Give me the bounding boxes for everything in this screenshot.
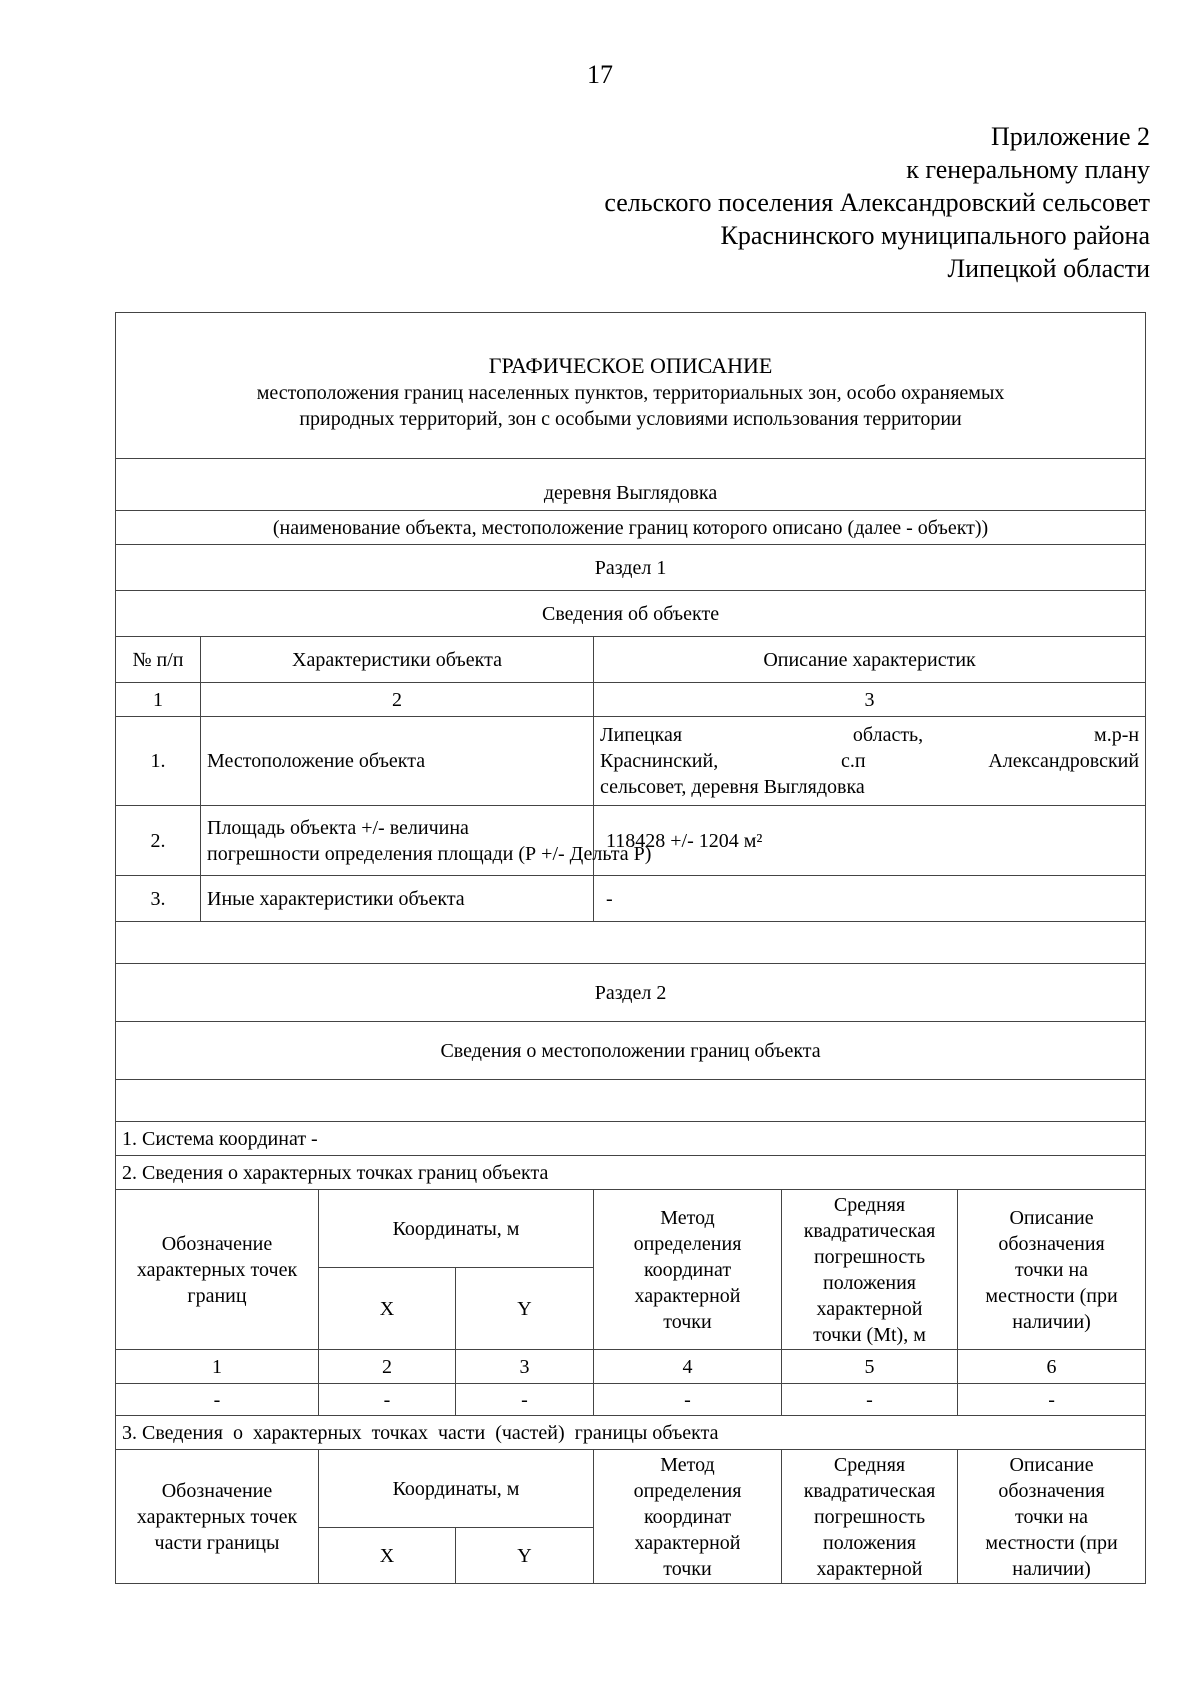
column-header-point-description: [958, 1190, 1146, 1350]
table-cell: -: [116, 1384, 319, 1416]
coordinate-system: 1. Система координат -: [116, 1122, 1146, 1156]
column-header-coordinates: Координаты, м: [319, 1450, 594, 1528]
column-header-method: [594, 1190, 782, 1350]
object-name: деревня Выглядовка: [116, 459, 1146, 511]
header-line: наличии): [1012, 1557, 1091, 1580]
header-line: квадратическая: [803, 1219, 936, 1242]
document-header: [116, 313, 1146, 459]
column-header-number: № п/п: [116, 637, 201, 683]
table-cell: -: [594, 1384, 782, 1416]
column-index: 2: [319, 1350, 456, 1384]
section2-subtitle: Сведения о местоположении границ объекта: [116, 1022, 1146, 1080]
column-header-x: X: [319, 1268, 456, 1350]
header-line: Описание: [1009, 1206, 1094, 1229]
table-cell: -: [456, 1384, 594, 1416]
header-line: Средняя: [833, 1193, 906, 1216]
header-line: точки (Mt), м: [813, 1323, 926, 1346]
header-line: характерной: [816, 1557, 923, 1580]
document-title: ГРАФИЧЕСКОЕ ОПИСАНИЕ: [488, 352, 773, 378]
part-boundary-points-heading: 3. Сведения о характерных точках части (частей) границы объекта: [116, 1416, 1146, 1450]
header-line: погрешность: [813, 1505, 926, 1528]
document-subtitle: природных территорий, зон с особыми условиями использования территории: [299, 407, 962, 430]
value-word: Краснинский,: [600, 750, 719, 772]
header-line: границ: [187, 1284, 247, 1307]
appendix-line: Краснинского муниципального района: [720, 221, 1150, 250]
header-line: координат: [643, 1258, 732, 1281]
column-index: 2: [201, 683, 594, 717]
value-word: Александровский: [988, 750, 1140, 772]
header-line: характерных точек: [136, 1505, 298, 1528]
header-line: Обозначение: [161, 1479, 273, 1502]
column-index: 4: [594, 1350, 782, 1384]
object-caption: (наименование объекта, местоположение границ которого описано (далее - объект)): [116, 511, 1146, 545]
row-number: 1.: [116, 717, 201, 806]
section1-title: Раздел 1: [116, 545, 1146, 591]
column-index: 3: [456, 1350, 594, 1384]
row-number: 3.: [116, 876, 201, 922]
column-header-method: [594, 1450, 782, 1584]
column-header-y: Y: [456, 1268, 594, 1350]
column-header-characteristics: Характеристики объекта: [201, 637, 594, 683]
characteristic-value: 118428 +/- 1204 м²: [594, 806, 1146, 876]
header-line: обозначения: [998, 1232, 1105, 1255]
column-header-x: X: [319, 1528, 456, 1584]
table-cell: -: [958, 1384, 1146, 1416]
table-cell: -: [319, 1384, 456, 1416]
header-line: положения: [823, 1531, 916, 1554]
characteristic-name: Иные характеристики объекта: [201, 876, 594, 922]
header-line: местности (при: [985, 1531, 1118, 1554]
value-line: [600, 748, 1139, 774]
header-line: координат: [643, 1505, 732, 1528]
value-word: Липецкая: [600, 724, 683, 746]
header-line: наличии): [1012, 1310, 1091, 1333]
appendix-line: к генеральному плану: [906, 155, 1150, 184]
column-header-description: Описание характеристик: [594, 637, 1146, 683]
column-index: 1: [116, 1350, 319, 1384]
value-word: область,: [852, 724, 924, 746]
column-index: 3: [594, 683, 1146, 717]
header-line: квадратическая: [803, 1479, 936, 1502]
characteristic-name: [201, 806, 652, 876]
header-line: части границы: [154, 1531, 280, 1554]
table-cell: -: [782, 1384, 958, 1416]
characteristic-value: [594, 717, 1146, 806]
header-line: характерных точек: [136, 1258, 298, 1281]
value-word: м.р-н: [1094, 724, 1140, 746]
section1-subtitle: Сведения об объекте: [116, 591, 1146, 637]
value-line: сельсовет, деревня Выглядовка: [600, 776, 865, 798]
column-header-y: Y: [456, 1528, 594, 1584]
column-header-point: [116, 1450, 319, 1584]
column-header-point-description: [958, 1450, 1146, 1584]
header-line: точки: [663, 1557, 712, 1580]
header-line: Метод: [660, 1453, 715, 1476]
spacer-row: [116, 1080, 1146, 1122]
header-line: определения: [633, 1479, 742, 1502]
boundary-points-heading: 2. Сведения о характерных точках границ объекта: [116, 1156, 1146, 1190]
header-line: Средняя: [833, 1453, 906, 1476]
appendix-block: [604, 120, 1150, 285]
graphic-description-table: [115, 312, 1146, 1584]
header-line: точки на: [1015, 1258, 1089, 1281]
characteristic-line: погрешности определения площади (Р +/- Дельта Р): [207, 842, 652, 865]
characteristic-value: -: [594, 876, 1146, 922]
value-word: с.п: [840, 750, 866, 772]
header-line: Описание: [1009, 1453, 1094, 1476]
header-line: точки: [663, 1310, 712, 1333]
header-line: Метод: [660, 1206, 715, 1229]
characteristic-line: Площадь объекта +/- величина: [207, 816, 469, 839]
header-line: местности (при: [985, 1284, 1118, 1307]
header-line: точки на: [1015, 1505, 1089, 1528]
header-line: характерной: [634, 1531, 741, 1554]
appendix-line: сельского поселения Александровский сельсовет: [604, 188, 1150, 217]
column-index: 6: [958, 1350, 1146, 1384]
column-header-coordinates: Координаты, м: [319, 1190, 594, 1268]
column-index: 5: [782, 1350, 958, 1384]
page-number: 17: [587, 60, 613, 89]
header-line: Обозначение: [161, 1232, 273, 1255]
column-header-error: [782, 1450, 958, 1584]
column-header-error: [782, 1190, 958, 1350]
header-line: обозначения: [998, 1479, 1105, 1502]
table-row: [116, 1384, 1146, 1416]
header-line: определения: [633, 1232, 742, 1255]
value-line: [600, 722, 1139, 748]
appendix-line: Липецкой области: [947, 254, 1150, 283]
characteristic-name: Местоположение объекта: [201, 717, 594, 806]
column-header-point: [116, 1190, 319, 1350]
column-index: 1: [116, 683, 201, 717]
header-line: погрешность: [813, 1245, 926, 1268]
document-subtitle: местоположения границ населенных пунктов, территориальных зон, особо охраняемых: [256, 381, 1005, 404]
section2-title: Раздел 2: [116, 964, 1146, 1022]
header-line: характерной: [634, 1284, 741, 1307]
appendix-line: Приложение 2: [990, 122, 1150, 151]
spacer-row: [116, 922, 1146, 964]
header-line: характерной: [816, 1297, 923, 1320]
row-number: 2.: [116, 806, 201, 876]
header-line: положения: [823, 1271, 916, 1294]
